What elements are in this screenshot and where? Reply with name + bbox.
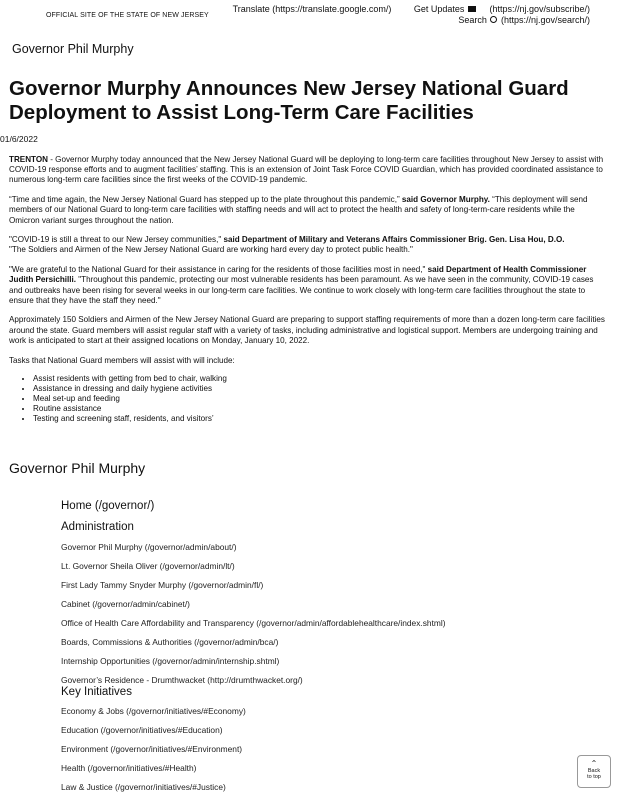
article-body [9,155,605,424]
site-title-link[interactable]: Governor Phil Murphy [12,42,134,56]
paragraph-3 [9,235,605,255]
back-to-top-label-2: to top [587,774,601,780]
official-site-label: OFFICIAL SITE OF THE STATE OF NEW JERSEY [46,12,209,19]
footer-link-health[interactable]: Health (/governor/initiatives/#Health) [61,763,197,773]
list-item: • Assist residents with getting from bed to chair, walking [33,374,605,384]
chevron-up-icon: ⌃ [590,759,598,768]
footer-link-justice[interactable]: Law & Justice (/governor/initiatives/#Justice) [61,782,226,792]
back-to-top-button[interactable] [577,755,611,788]
footer-link-about[interactable]: Governor Phil Murphy (/governor/admin/about/) [61,542,237,552]
list-item: • Assistance in dressing and daily hygiene activities [33,384,605,394]
translate-link[interactable]: Translate (https://translate.google.com/) [232,4,392,14]
top-links [223,4,590,26]
search-label: Search [458,15,487,25]
top-links-row [223,4,590,15]
get-updates-label: Get Updates [413,4,465,14]
paragraph-3-text-c: "The Soldiers and Airmen of the New Jersey National Guard are working hard every day to protect public health." [9,245,413,255]
footer-link-health-care[interactable]: Office of Health Care Affordability and Transparency (/governor/admin/affordablehealthcare/index.shtml) [61,618,446,628]
paragraph-2-attribution: said Governor Murphy. [401,195,490,205]
back-to-top-label-1: Back [587,768,601,774]
task-list [33,374,605,424]
article-title: Governor Murphy Announces New Jersey National Guard Deployment to Assist Long-Term Care Facilities [9,77,569,124]
footer-link-environment[interactable]: Environment (/governor/initiatives/#Environment) [61,744,243,754]
footer-link-cabinet[interactable]: Cabinet (/governor/admin/cabinet/) [61,599,190,609]
footer-link-first-lady[interactable]: First Lady Tammy Snyder Murphy (/governor/admin/fl/) [61,580,264,590]
footer-title: Governor Phil Murphy [9,460,146,476]
get-updates-link[interactable] [404,4,590,14]
footer-link-economy[interactable]: Economy & Jobs (/governor/initiatives/#Economy) [61,706,246,716]
paragraph-2 [9,195,605,226]
article-date: 01/6/2022 [0,134,38,144]
key-initiatives-heading: Key Initiatives [61,686,132,698]
paragraph-1-text: - Governor Murphy today announced that the New Jersey National Guard will be deploying to long-term care facilities throughout New Jersey to assist with COVID-19 response efforts and to augment facilities’ staffing. This is an extension of Joint Task Force COVID Guardian, which has provided coordinated assistance to numerous long-term care facilities since the first weeks of the COVID-19 pandemic. [9,155,604,185]
search-icon [490,16,497,23]
search-link[interactable] [223,15,590,26]
get-updates-url: (https://nj.gov/subscribe/) [489,4,590,14]
footer-link-boards[interactable]: Boards, Commissions & Authorities (/governor/admin/bca/) [61,637,279,647]
paragraph-5: Approximately 150 Soldiers and Airmen of the New Jersey National Guard are preparing to support staffing requirements of more than a dozen long-term care facilities around the state. Guard members will assist regular staff with a variety of tasks, including administrative and logistical support. Members are undergoing training and work is anticipated to start at their assigned locations on Monday, January 10, 2022. [9,315,605,345]
search-url: (https://nj.gov/search/) [500,15,590,25]
list-item: • Routine assistance [33,404,605,414]
top-bar [0,0,618,30]
dateline: TRENTON [9,155,48,164]
footer-link-lt-governor[interactable]: Lt. Governor Sheila Oliver (/governor/admin/lt/) [61,561,235,571]
paragraph-3-attribution: said Department of Military and Veterans Affairs Commissioner Brig. Gen. Lisa Hou, D.O. [223,235,565,245]
list-item: • Meal set-up and feeding [33,394,605,404]
paragraph-4 [9,265,605,306]
paragraph-4-text-c: "Throughout this pandemic, protecting our most vulnerable residents has been paramount. As we have seen in the community, COVID-19 cases and outbreaks have been rising for several weeks in our long-term care facilities. We continue to work closely with long-term care facilities throughout the state to ensure that they have the staff they need." [9,275,594,305]
footer-link-education[interactable]: Education (/governor/initiatives/#Education) [61,725,223,735]
footer-link-internship[interactable]: Internship Opportunities (/governor/admin/internship.shtml) [61,656,280,666]
paragraph-6: Tasks that National Guard members will assist with will include: [9,355,235,365]
paragraph-4-text-a: "We are grateful to the National Guard for their assistance in caring for the residents of those facilities most in need," [9,265,428,275]
footer-link-residence[interactable]: Governor’s Residence - Drumthwacket (http://drumthwacket.org/) [61,675,303,685]
paragraph-4-attribution: said Department of Health Commissioner Judith Persichilli. [9,265,587,285]
admin-heading: Administration [61,521,134,533]
envelope-icon [468,6,476,12]
paragraph-1 [9,155,605,186]
paragraph-3-text-a: "COVID-19 is still a threat to our New Jersey communities," [9,235,224,245]
paragraph-2-text-c: “This deployment will send members of our National Guard to long-term care facilities with staffing needs and will act to protect the health and safety of long-term-care residents while the Omicron variant surges throughout the nation. [9,195,588,225]
list-item: • Testing and screening staff, residents, and visitors’ [33,414,605,424]
paragraph-2-text-a: “Time and time again, the New Jersey National Guard has stepped up to the plate throughout this pandemic,” [9,195,402,205]
footer-home-link[interactable]: Home (/governor/) [61,500,155,512]
